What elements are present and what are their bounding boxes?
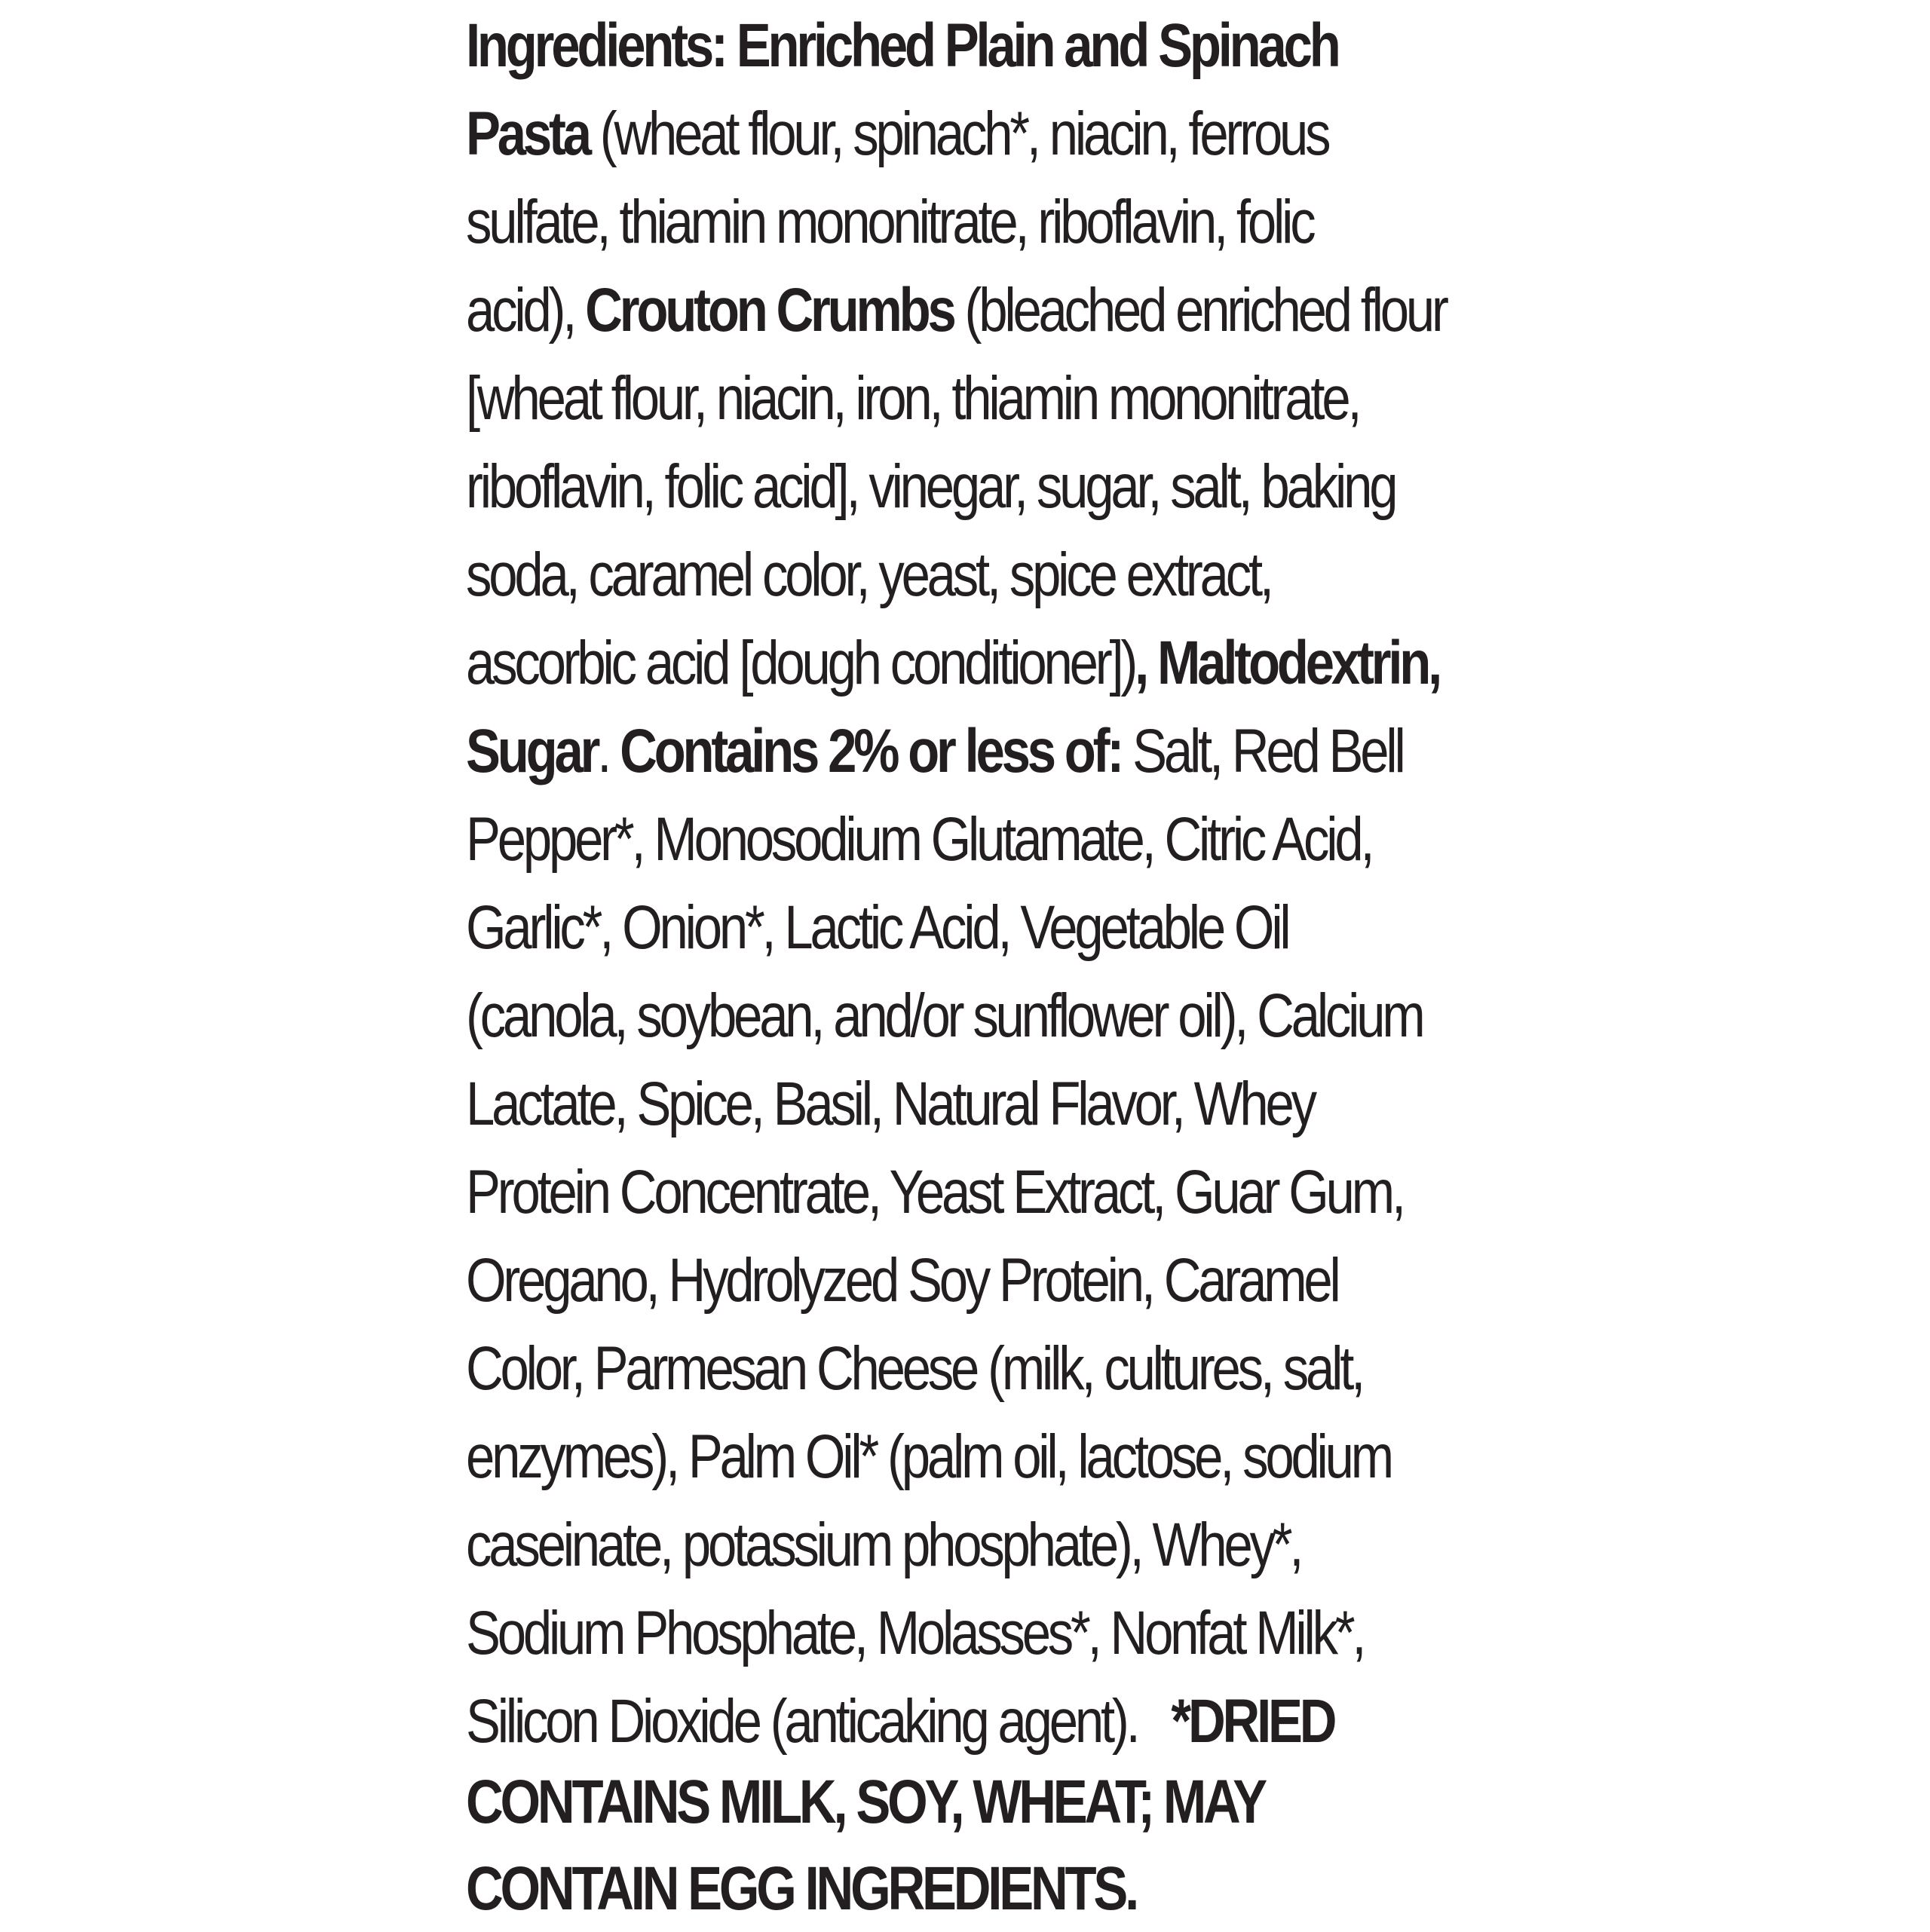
ingredients-line (466, 266, 1446, 354)
ingredients-line (466, 619, 1440, 707)
ingredients-line (466, 1413, 1391, 1501)
allergen-line: CONTAINS MILK, SOY, WHEAT; MAY (466, 1768, 1265, 1836)
ingredient-text: . (597, 717, 620, 785)
ingredient-text: Protein Concentrate, Yeast Extract, Guar Gum, (466, 1158, 1403, 1226)
ingredient-text: Color, Parmesan Cheese (milk, cultures, salt, (466, 1334, 1363, 1403)
ingredient-text: soda, caramel color, yeast, spice extract, (466, 540, 1271, 609)
ingredients-line (466, 1236, 1353, 1324)
ingredient-bold-text: Pasta (466, 100, 589, 168)
ingredient-text: Sodium Phosphate, Molasses*, Nonfat Milk*, (466, 1599, 1364, 1667)
ingredients-line (466, 1677, 1353, 1765)
ingredients-statement (466, 2, 1446, 1765)
ingredients-line (466, 883, 1353, 972)
allergen-statement (466, 1759, 1353, 1932)
ingredients-line (466, 707, 1403, 795)
ingredients-line (466, 354, 1359, 442)
ingredients-line (466, 1324, 1363, 1413)
ingredient-text: caseinate, potassium phosphate), Whey*, (466, 1511, 1301, 1579)
ingredient-text: (bleached enriched flour (953, 276, 1446, 344)
ingredient-text: Lactate, Spice, Basil, Natural Flavor, Whey (466, 1070, 1314, 1138)
ingredients-line (466, 972, 1423, 1060)
ingredient-text: sulfate, thiamin mononitrate, riboflavin, folic (466, 188, 1313, 256)
ingredient-text: Oregano, Hydrolyzed Soy Protein, Caramel (466, 1246, 1338, 1315)
ingredients-line (466, 531, 1353, 619)
ingredient-text: (canola, soybean, and/or sunflower oil), Calcium (466, 981, 1423, 1050)
ingredients-line (466, 1060, 1353, 1148)
ingredient-text: ascorbic acid [dough conditioner]) (466, 629, 1135, 697)
ingredient-label-panel (466, 0, 1521, 1930)
ingredient-text: Salt, Red Bell (1121, 717, 1403, 785)
ingredient-bold-text: Sugar (466, 717, 598, 785)
ingredients-line (466, 2, 1353, 90)
ingredients-line (466, 1501, 1353, 1589)
ingredient-text: enzymes), Palm Oil* (palm oil, lactose, sodium (466, 1422, 1391, 1491)
ingredient-text: acid), (466, 276, 586, 344)
ingredients-line (466, 1148, 1403, 1236)
ingredient-bold-text: , Maltodextrin, (1135, 629, 1440, 697)
ingredient-text: (wheat flour, spinach*, niacin, ferrous (588, 100, 1328, 168)
ingredient-text: riboflavin, folic acid], vinegar, sugar, salt, baking (466, 452, 1395, 521)
allergen-line: CONTAIN EGG INGREDIENTS. (466, 1854, 1137, 1923)
ingredients-line (466, 1589, 1364, 1677)
ingredient-text: Pepper*, Monosodium Glutamate, Citric Acid, (466, 805, 1372, 874)
ingredients-line (466, 90, 1353, 178)
ingredient-bold-text: *DRIED (1171, 1687, 1334, 1756)
ingredients-line (466, 795, 1372, 883)
ingredient-text: Garlic*, Onion*, Lactic Acid, Vegetable Oil (466, 893, 1288, 962)
ingredient-bold-text: Ingredients: Enriched Plain and Spinach (466, 11, 1338, 80)
ingredient-bold-text: Crouton Crumbs (585, 276, 954, 344)
ingredient-bold-text: Contains 2% or less of: (620, 717, 1122, 785)
ingredient-text: Silicon Dioxide (anticaking agent). (466, 1687, 1172, 1756)
ingredient-text: [wheat flour, niacin, iron, thiamin mononitrate, (466, 364, 1359, 433)
ingredients-line (466, 442, 1395, 531)
ingredients-line (466, 178, 1353, 266)
